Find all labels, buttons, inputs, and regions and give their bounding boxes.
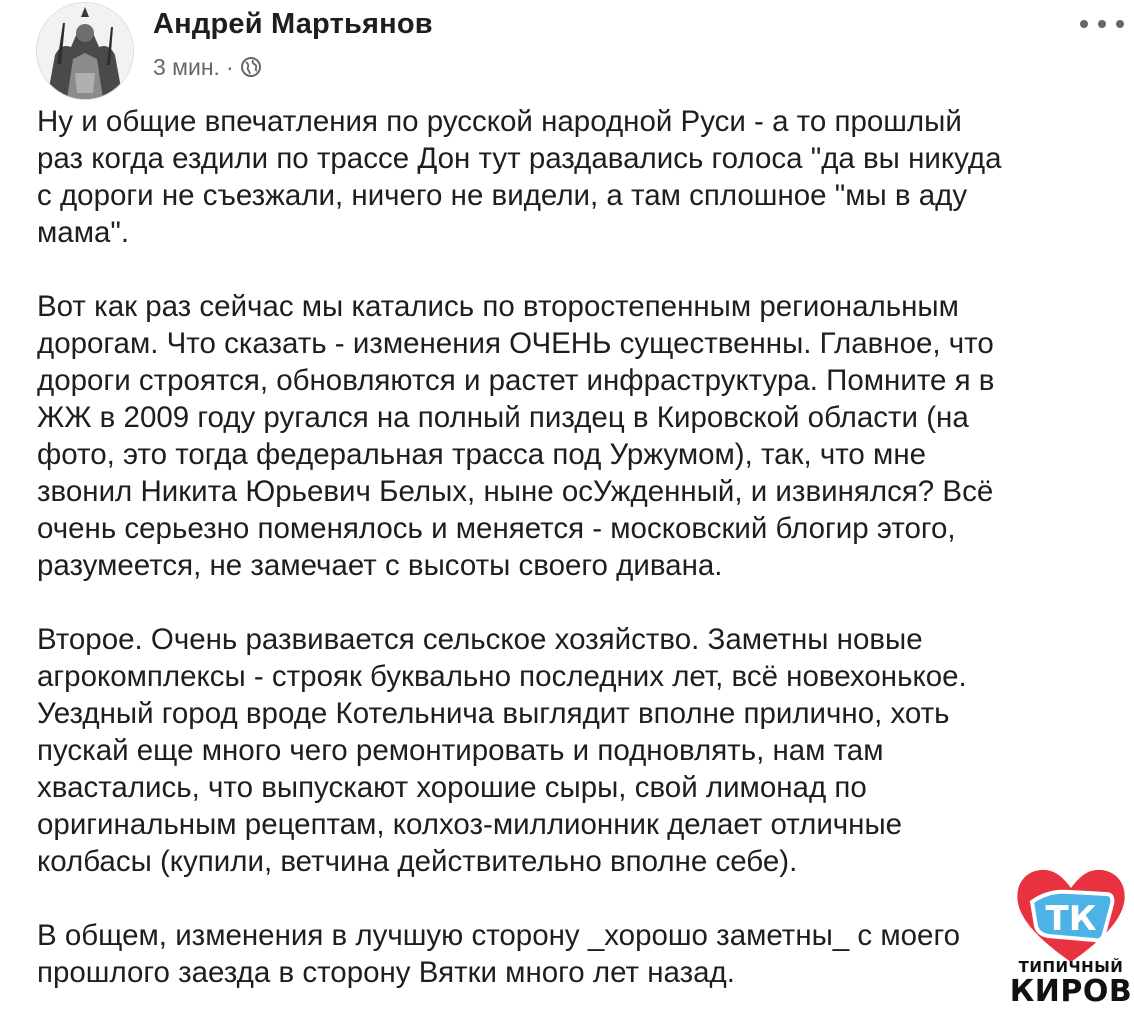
post-timestamp[interactable]: 3 мин. (153, 53, 220, 80)
author-avatar[interactable] (36, 2, 134, 100)
post-paragraph: Вот как раз сейчас мы катались по второстепенным региональным дорогам. Что сказать - изменения ОЧЕНЬ существенны. Главное, что дороги строятся, обновляются и растет инфраструктура. Помните я в ЖЖ в 2009 году ругался на полный пиздец в Кировской области (на фото, это тогда федеральная трасса под Уржумом), так, что мне звонил Никита Юрьевич Белых, ныне осУжденный, и извинялся? Всё очень серьезно поменялось и меняется - московский блогир этого, разумеется, не замечает с высоты своего дивана. (37, 290, 995, 582)
more-options-icon[interactable] (1080, 12, 1124, 36)
meta-separator: · (225, 53, 234, 80)
more-dot (1116, 20, 1124, 28)
author-name[interactable]: Андрей Мартьянов (153, 8, 433, 40)
post-paragraph: Ну и общие впечатления по русской народной Руси - а то прошлый раз когда ездили по трассе Дон тут раздавались голоса "да вы никуда с дороги не съезжали, ничего не видели, а там сплошное "мы в аду мама". (37, 105, 1002, 249)
post-meta (153, 52, 262, 82)
more-dot (1080, 20, 1088, 28)
watermark-line2: КИРОВ (1009, 974, 1133, 1009)
globe-icon[interactable] (240, 56, 262, 78)
post-paragraph: Второе. Очень развивается сельское хозяйство. Заметны новые агрокомплексы - строяк буквально последних лет, всё новехонькое. Уездный город вроде Котельнича выглядит вполне прилично, хоть пускай еще много чего ремонтировать и подновлять, нам там хвастались, что выпускают хорошие сыры, свой лимонад по оригинальным рецептам, колхоз-миллионник делает отличные колбасы (купили, ветчина действительно вполне себе). (37, 623, 967, 878)
post-paragraph: В общем, изменения в лучшую сторону _хорошо заметны_ с моего прошлого заезда в сторону Вятки много лет назад. (37, 919, 960, 989)
watermark-line1: ТИПИЧНЫЙ (1018, 958, 1124, 976)
post-text (37, 103, 1122, 1028)
more-dot (1098, 20, 1106, 28)
watermark-badge-letters: ТК (1045, 899, 1097, 939)
watermark-logo (1008, 858, 1134, 1024)
heart-logo-icon (1008, 858, 1134, 968)
